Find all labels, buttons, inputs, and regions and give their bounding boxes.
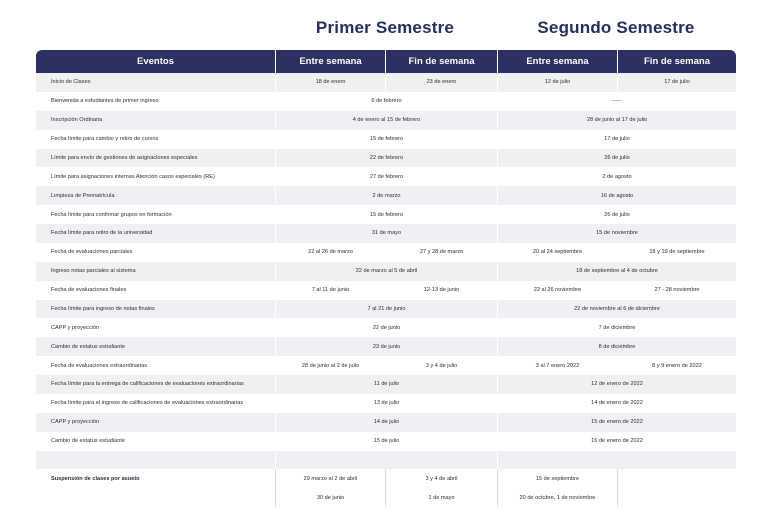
table-row xyxy=(36,205,736,224)
event-name-cell: Fecha límite para cambio y retiro de cursos xyxy=(36,130,275,149)
table-row xyxy=(36,73,736,92)
column-header-s2-fin-de-semana: Fin de semana xyxy=(617,50,736,73)
table-row xyxy=(36,432,736,451)
event-name-cell: CAPP y proyección xyxy=(36,413,275,432)
first-semester-weekend-cell: 3 y 4 de julio xyxy=(385,356,497,375)
first-semester-weekday-cell: 29 marzo al 2 de abril xyxy=(275,469,385,488)
first-semester-date-cell: 11 de julio xyxy=(275,375,497,394)
first-semester-weekend-cell: 3 y 4 de abril xyxy=(385,469,497,488)
table-row xyxy=(36,413,736,432)
event-name-cell: Inicio de Clases xyxy=(36,73,275,92)
event-name-cell: Fecha de evaluaciones extraordinarias xyxy=(36,356,275,375)
first-semester-date-cell: 31 de mayo xyxy=(275,224,497,243)
second-semester-date-cell: ----- xyxy=(497,92,736,111)
second-semester-weekend-cell xyxy=(617,469,736,488)
first-semester-date-cell: 23 de junio xyxy=(275,337,497,356)
column-header-s2-entre-semana: Entre semana xyxy=(497,50,617,73)
second-semester-weekday-cell: 3 al 7 enero 2022 xyxy=(497,356,617,375)
first-semester-weekend-cell: 27 y 28 de marzo xyxy=(385,243,497,262)
first-semester-date-cell: 15 de febrero xyxy=(275,130,497,149)
first-semester-title: Primer Semestre xyxy=(315,18,455,37)
first-semester-date-cell: 7 al 21 de junio xyxy=(275,300,497,319)
first-semester-weekday-cell: 7 al 11 de junio xyxy=(275,281,385,300)
first-semester-date-cell: 6 de febrero xyxy=(275,92,497,111)
column-header-s1-fin-de-semana: Fin de semana xyxy=(385,50,497,73)
table-body xyxy=(36,73,736,507)
table-row xyxy=(36,262,736,281)
column-header-eventos: Eventos xyxy=(36,50,275,73)
second-semester-weekday-cell: 12 de julio xyxy=(497,73,617,92)
table-row xyxy=(36,167,736,186)
event-name-cell: CAPP y proyección xyxy=(36,318,275,337)
event-name-cell: Fecha límite para ingreso de notas finales xyxy=(36,300,275,319)
academic-calendar-table xyxy=(36,50,736,507)
table-row xyxy=(36,394,736,413)
second-semester-date-cell: 2 de agosto xyxy=(497,167,736,186)
second-semester-weekend-cell xyxy=(617,488,736,507)
first-semester-weekday-cell: 28 de junio al 2 de julio xyxy=(275,356,385,375)
table-row xyxy=(36,149,736,168)
table-row xyxy=(36,469,736,488)
first-semester-weekday-cell: 30 de junio xyxy=(275,488,385,507)
event-name-cell: Fecha de evaluaciones finales xyxy=(36,281,275,300)
event-name-cell: Suspensión de clases por asueto xyxy=(36,469,275,488)
event-name-cell: Bienvenida a estudiantes de primer ingreso xyxy=(36,92,275,111)
event-name-cell: Fecha límite para retiro de la universidad xyxy=(36,224,275,243)
second-semester-date-cell: 28 de junio al 17 de julio xyxy=(497,111,736,130)
second-semester-date-cell: 15 de noviembre xyxy=(497,224,736,243)
event-name-cell xyxy=(36,451,275,470)
second-semester-date-cell: 17 de julio xyxy=(497,130,736,149)
second-semester-weekday-cell: 22 al 26 noviembre xyxy=(497,281,617,300)
event-name-cell: Límite para asignaciones internas Atención casos especiales (RE) xyxy=(36,167,275,186)
event-name-cell: Cambio de estatus estudiante xyxy=(36,337,275,356)
first-semester-date-cell: 22 de febrero xyxy=(275,149,497,168)
table-row xyxy=(36,488,736,507)
second-semester-date-cell: 8 de diciembre xyxy=(497,337,736,356)
second-semester-weekend-cell: 17 de julio xyxy=(617,73,736,92)
second-semester-date-cell: 7 de diciembre xyxy=(497,318,736,337)
second-semester-weekday-cell: 20 de octubre, 1 de noviembre xyxy=(497,488,617,507)
first-semester-weekday-cell: 22 al 26 de marzo xyxy=(275,243,385,262)
table-row xyxy=(36,243,736,262)
first-semester-date-cell: 15 de febrero xyxy=(275,205,497,224)
table-row xyxy=(36,224,736,243)
second-semester-weekend-cell: 8 y 9 enero de 2022 xyxy=(617,356,736,375)
first-semester-date-cell xyxy=(275,451,497,470)
first-semester-date-cell: 22 de junio xyxy=(275,318,497,337)
second-semester-date-cell: 12 de enero de 2022 xyxy=(497,375,736,394)
table-row xyxy=(36,130,736,149)
second-semester-date-cell: 26 de julio xyxy=(497,205,736,224)
first-semester-date-cell: 13 de julio xyxy=(275,394,497,413)
first-semester-date-cell: 4 de enero al 15 de febrero xyxy=(275,111,497,130)
table-row xyxy=(36,337,736,356)
table-row xyxy=(36,356,736,375)
table-row xyxy=(36,375,736,394)
second-semester-weekend-cell: 27 - 28 noviembre xyxy=(617,281,736,300)
second-semester-weekday-cell: 20 al 24 septiembre xyxy=(497,243,617,262)
table-row xyxy=(36,281,736,300)
first-semester-date-cell: 15 de julio xyxy=(275,432,497,451)
table-row xyxy=(36,318,736,337)
second-semester-weekend-cell: 18 y 19 de septiembre xyxy=(617,243,736,262)
first-semester-weekend-cell: 1 de mayo xyxy=(385,488,497,507)
table-header-row xyxy=(36,50,736,73)
first-semester-weekend-cell: 12-13 de junio xyxy=(385,281,497,300)
first-semester-date-cell: 14 de julio xyxy=(275,413,497,432)
first-semester-date-cell: 2 de marzo xyxy=(275,186,497,205)
table-row xyxy=(36,92,736,111)
second-semester-date-cell: 16 de enero de 2022 xyxy=(497,432,736,451)
event-name-cell xyxy=(36,488,275,507)
event-name-cell: Fecha de evaluaciones parciales xyxy=(36,243,275,262)
event-name-cell: Cambio de estatus estudiante xyxy=(36,432,275,451)
table-row xyxy=(36,300,736,319)
table-row xyxy=(36,186,736,205)
table-row xyxy=(36,111,736,130)
second-semester-date-cell: 15 de enero de 2022 xyxy=(497,413,736,432)
second-semester-title: Segundo Semestre xyxy=(537,18,695,37)
second-semester-date-cell xyxy=(497,451,736,470)
event-name-cell: Límite para envío de gestiones de asignaciones especiales xyxy=(36,149,275,168)
first-semester-date-cell: 22 de marzo al 5 de abril xyxy=(275,262,497,281)
table-row xyxy=(36,451,736,470)
second-semester-date-cell: 22 de noviembre al 6 de diciembre xyxy=(497,300,736,319)
event-name-cell: Fecha límite para confirmar grupos en formación xyxy=(36,205,275,224)
event-name-cell: Fecha límite para el ingreso de calificaciones de evaluaciones extraordinarias xyxy=(36,394,275,413)
event-name-cell: Limpieza de Prematrícula xyxy=(36,186,275,205)
second-semester-date-cell: 14 de enero de 2022 xyxy=(497,394,736,413)
second-semester-date-cell: 26 de julio xyxy=(497,149,736,168)
first-semester-weekday-cell: 18 de enero xyxy=(275,73,385,92)
second-semester-date-cell: 16 de agosto xyxy=(497,186,736,205)
column-header-s1-entre-semana: Entre semana xyxy=(275,50,385,73)
event-name-cell: Inscripción Ordinaria xyxy=(36,111,275,130)
second-semester-date-cell: 18 de septiembre al 4 de octubre xyxy=(497,262,736,281)
event-name-cell: Fecha límite para la entrega de calificaciones de evaluaciones extraordinarias xyxy=(36,375,275,394)
first-semester-date-cell: 27 de febrero xyxy=(275,167,497,186)
first-semester-weekend-cell: 23 de enero xyxy=(385,73,497,92)
event-name-cell: Ingreso notas parciales al sistema xyxy=(36,262,275,281)
second-semester-weekday-cell: 15 de septiembre xyxy=(497,469,617,488)
